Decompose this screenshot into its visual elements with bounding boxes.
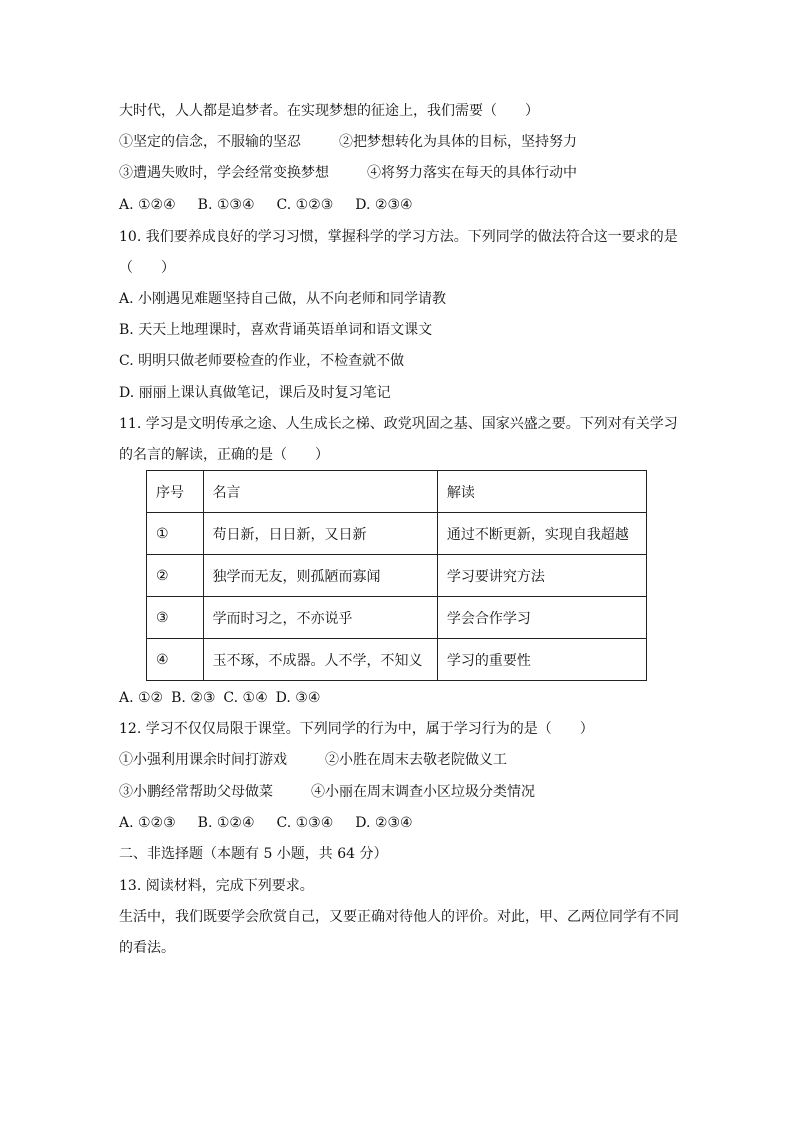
quotes-table (146, 470, 647, 681)
table-row (147, 513, 647, 555)
table-row (147, 555, 647, 597)
table-cell: 学习要讲究方法 (437, 555, 646, 597)
q9-item-1: ①坚定的信念，不服输的坚忍 (119, 134, 301, 150)
q12-option-c: C. ①③④ (276, 815, 334, 831)
table-cell: 学而时习之，不亦说乎 (203, 597, 437, 639)
q10-stem: 10. 我们要养成良好的学习习惯，掌握科学的学习方法。下列同学的做法符合这一要求的是 (119, 229, 678, 245)
q12-option-a: A. ①②③ (119, 815, 176, 831)
table-row (147, 597, 647, 639)
q9-option-c: C. ①②③ (276, 197, 334, 213)
q10-option-c: C. 明明只做老师要检查的作业，不检查就不做 (119, 353, 405, 369)
q10-stem-cont: （ ） (119, 260, 175, 276)
table-cell: ④ (147, 639, 204, 681)
q11-option-d: D. ③④ (275, 690, 321, 706)
table-cell: 苟日新，日日新，又日新 (203, 513, 437, 555)
table-header-row (147, 471, 647, 513)
q12-item-4: ④小丽在周末调查小区垃圾分类情况 (311, 784, 535, 800)
q11-options (119, 688, 320, 708)
table-header-cell: 名言 (203, 471, 437, 513)
q11-option-c: C. ①④ (223, 690, 268, 706)
q9-option-b: B. ①③④ (197, 197, 255, 213)
q9-stem: 大时代，人人都是追梦者。在实现梦想的征途上，我们需要（ ） (119, 103, 539, 119)
q13-material-line-1: 生活中，我们既要学会欣赏自己，又要正确对待他人的评价。对此，甲、乙两位同学有不同 (119, 909, 679, 925)
table-row (147, 639, 647, 681)
section-heading: 二、非选择题（本题有 5 小题，共 64 分） (119, 846, 388, 862)
q12-option-b: B. ①②④ (197, 815, 255, 831)
q9-item-4: ④将努力落实在每天的具体行动中 (367, 165, 577, 181)
q12-item-1: ①小强利用课余时间打游戏 (119, 752, 287, 768)
table-header-cell: 序号 (147, 471, 204, 513)
q12-options (119, 813, 413, 833)
q12-option-d: D. ②③④ (355, 815, 413, 831)
table-header-cell: 解读 (437, 471, 646, 513)
q10-option-b: B. 天天上地理课时，喜欢背诵英语单词和语文课文 (119, 322, 433, 338)
q12-item-2: ②小胜在周末去敬老院做义工 (325, 752, 507, 768)
q9-items-row-1 (119, 132, 577, 152)
table-cell: ① (147, 513, 204, 555)
q13-material-line-2: 的看法。 (119, 940, 175, 956)
q11-option-b: B. ②③ (171, 690, 216, 706)
q9-option-a: A. ①②④ (119, 197, 176, 213)
table-cell: ③ (147, 597, 204, 639)
table-cell: 通过不断更新，实现自我超越 (437, 513, 646, 555)
q9-items-row-2 (119, 163, 577, 183)
table-cell: 玉不琢，不成器。人不学，不知义 (203, 639, 437, 681)
q9-option-d: D. ②③④ (355, 197, 413, 213)
q12-item-3: ③小鹏经常帮助父母做菜 (119, 784, 273, 800)
table-cell: 学习的重要性 (437, 639, 646, 681)
q9-options (119, 195, 413, 215)
table-cell: 学会合作学习 (437, 597, 646, 639)
q11-option-a: A. ①② (119, 690, 164, 706)
q13-stem: 13. 阅读材料，完成下列要求。 (119, 878, 314, 894)
q9-item-3: ③遭遇失败时，学会经常变换梦想 (119, 165, 329, 181)
table-cell: 独学而无友，则孤陋而寡闻 (203, 555, 437, 597)
q11-stem: 11. 学习是文明传承之途、人生成长之梯、政党巩固之基、国家兴盛之要。下列对有关学习 (119, 416, 678, 432)
table-cell: ② (147, 555, 204, 597)
q10-option-a: A. 小刚遇见难题坚持自己做，从不向老师和同学请教 (119, 291, 447, 307)
q9-item-2: ②把梦想转化为具体的目标，坚持努力 (339, 134, 577, 150)
q12-items-row-2 (119, 782, 535, 802)
q12-items-row-1 (119, 750, 507, 770)
q10-option-d: D. 丽丽上课认真做笔记，课后及时复习笔记 (119, 385, 391, 401)
q11-stem-cont: 的名言的解读，正确的是（ ） (119, 447, 329, 463)
q12-stem: 12. 学习不仅仅局限于课堂。下列同学的行为中，属于学习行为的是（ ） (119, 721, 594, 737)
